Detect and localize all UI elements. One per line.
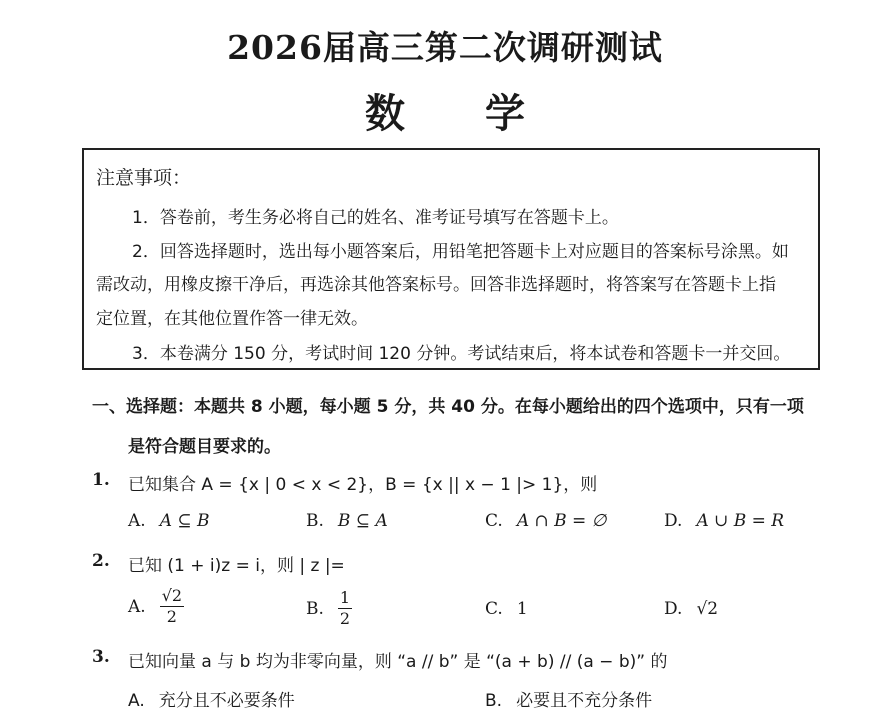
notice-title: 注意事项：	[96, 167, 192, 189]
question-number: 3.	[92, 647, 110, 667]
option-label: B.	[485, 691, 503, 711]
option-text: A ∩ B = ∅	[516, 511, 607, 531]
notice-line: 需改动，用橡皮擦干净后，再选涂其他答案标号。回答非选择题时，将答案写在答题卡上指	[96, 275, 776, 295]
option-d	[664, 599, 718, 619]
option-text: 1	[516, 599, 528, 619]
option-label: A.	[128, 596, 146, 617]
question-stem: 已知向量 a 与 b 均为非零向量，则 “a // b” 是 “(a + b) // (a − b)” 的	[128, 652, 668, 672]
subject-title	[0, 82, 890, 139]
option-text: B ⊆ A	[337, 511, 388, 531]
fraction	[160, 588, 184, 625]
option-b	[485, 686, 652, 711]
fraction-numerator: 1	[339, 588, 351, 607]
option-text: 充分且不必要条件	[158, 691, 295, 711]
option-b	[306, 590, 352, 627]
option-a	[128, 588, 184, 625]
question-number: 2.	[92, 551, 110, 571]
option-label: A.	[128, 691, 145, 711]
option-label: C.	[485, 599, 503, 619]
exam-title: 2026届高三第二次调研测试	[227, 28, 663, 67]
section-heading-cont: 是符合题目要求的。	[128, 437, 281, 457]
fraction-denominator: 2	[166, 607, 177, 626]
fraction-numerator: √2	[161, 586, 183, 605]
option-label: B.	[306, 598, 324, 619]
subject-char-1: 数	[365, 91, 405, 137]
section-heading: 一、选择题：本题共 8 小题，每小题 5 分，共 40 分。在每小题给出的四个选项中，只有一项	[92, 397, 804, 417]
option-text: A ⊆ B	[159, 511, 210, 531]
question-number: 1.	[92, 470, 110, 490]
option-label: B.	[306, 511, 324, 531]
option-a	[128, 511, 210, 531]
option-text: 必要且不充分条件	[516, 691, 653, 711]
option-d	[664, 511, 784, 531]
option-c	[485, 599, 528, 619]
question-stem: 已知 (1 + i)z = i，则 | z |=	[128, 556, 345, 576]
option-text: A ∪ B = R	[696, 511, 785, 531]
question-stem: 已知集合 A = {x | 0 < x < 2}，B = {x || x − 1 |> 1}，则	[128, 475, 598, 495]
option-b	[306, 511, 388, 531]
option-label: C.	[485, 511, 503, 531]
notice-line: 2．回答选择题时，选出每小题答案后，用铅笔把答题卡上对应题目的答案标号涂黑。如	[132, 242, 789, 262]
notice-box	[82, 148, 820, 370]
option-label: D.	[664, 511, 683, 531]
subject-char-2: 学	[485, 91, 525, 137]
notice-line: 1．答卷前，考生务必将自己的姓名、准考证号填写在答题卡上。	[132, 208, 619, 228]
notice-line: 定位置，在其他位置作答一律无效。	[96, 309, 368, 329]
option-a	[128, 686, 295, 711]
option-label: A.	[128, 511, 146, 531]
option-text: √2	[696, 599, 719, 619]
option-c	[485, 511, 607, 531]
option-label: D.	[664, 599, 683, 619]
fraction	[338, 590, 352, 627]
fraction-denominator: 2	[339, 609, 351, 628]
notice-line: 3．本卷满分 150 分，考试时间 120 分钟。考试结束后，将本试卷和答题卡一并交回。	[132, 344, 791, 364]
